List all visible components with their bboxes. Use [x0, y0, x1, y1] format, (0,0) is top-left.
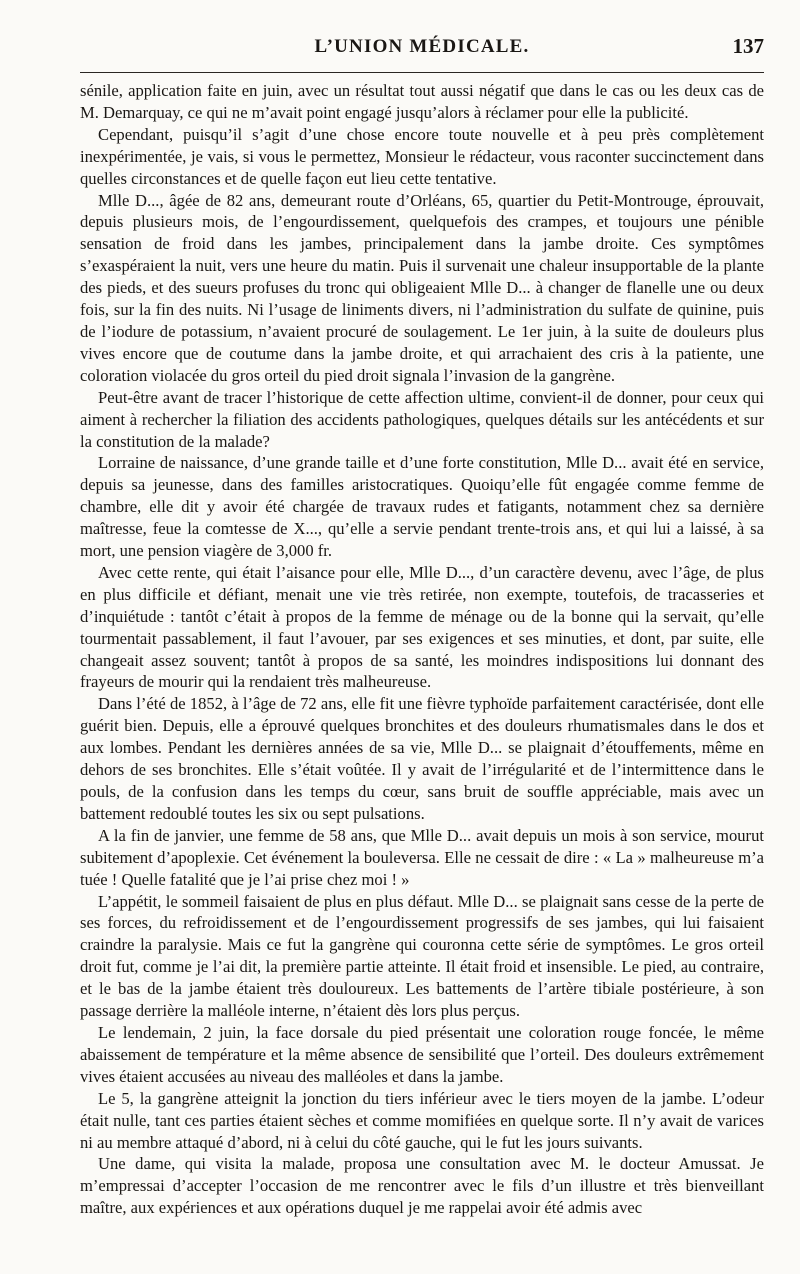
- paragraph: Mlle D..., âgée de 82 ans, demeurant route d’Orléans, 65, quartier du Petit-Montrouge, éprouvait, depuis plusieurs mois, de l’engourdissement, quelquefois des crampes, et toujours une pénible sensation de froid dans les jambes, principalement dans la jambe droite. Ces symptômes s’exaspéraient la nuit, vers une heure du matin. Puis il survenait une chaleur insupportable de la plante des pieds, et des sueurs profuses du tronc qui obligeaient Mlle D... à changer de flanelle une ou deux fois, sur la fin des nuits. Ni l’usage de liniments divers, ni l’administration du sulfate de quinine, puis de l’iodure de potassium, n’avaient procuré de soulagement. Le 1er juin, à la suite de douleurs plus vives encore que de coutume dans la jambe droite, et qui arrachaient des cris à la patiente, une coloration violacée du gros orteil du pied droit signala l’invasion de la gangrène.: [80, 190, 764, 385]
- paragraph: Dans l’été de 1852, à l’âge de 72 ans, elle fit une fièvre typhoïde parfaitement caractérisée, dont elle guérit bien. Depuis, elle a éprouvé quelques bronchites et des douleurs rhumatismales dans le dos et aux lombes. Pendant les dernières années de sa vie, Mlle D... se plaignait d’étouffements, même en dehors de ses bronchites. Elle s’était voûtée. Il y avait de l’irrégularité et de l’intermittence dans le pouls, de la confusion dans les temps du cœur, sans bruit de souffle appréciable, mais avec un battement redoublé toutes les six ou sept pulsations.: [80, 694, 764, 823]
- paragraph: Cependant, puisqu’il s’agit d’une chose encore toute nouvelle et à peu près complètement inexpérimentée, je vais, si vous le permettez, Monsieur le rédacteur, vous raconter succinctement dans quelles circonstances et de quelle façon eut lieu cette tentative.: [80, 124, 764, 188]
- paragraph: Le 5, la gangrène atteignit la jonction du tiers inférieur avec le tiers moyen de la jambe. L’odeur était nulle, tant ces parties étaient sèches et comme momifiées en quelque sorte. Il n’y avait de varices ni au membre attaqué d’abord, ni à celui du côté gauche, qui le fut les jours suivants.: [80, 1088, 764, 1152]
- header-rule: [80, 72, 764, 73]
- paragraph: Avec cette rente, qui était l’aisance pour elle, Mlle D..., d’un caractère devenu, avec l’âge, de plus en plus difficile et défiant, menait une vie très retirée, non exempte, toutefois, de tracasseries et d’inquiétude : tantôt c’était à propos de la femme de ménage ou de la bonne qui la servait, qu’elle tourmentait passablement, il faut l’avouer, par ses exigences et ses minuties, et dont, par suite, elle changeait assez souvent; tantôt à propos de sa santé, les moindres indispositions lui donnant des frayeurs de mourir qui la rendaient très malheureuse.: [80, 562, 764, 692]
- paragraph: Peut-être avant de tracer l’historique de cette affection ultime, convient-il de donner, pour ceux qui aiment à rechercher la filiation des accidents pathologiques, quelques détails sur les antécédents et sur la constitution de la malade?: [80, 387, 764, 451]
- paragraph: L’appétit, le sommeil faisaient de plus en plus défaut. Mlle D... se plaignait sans cesse de la perte de ses forces, du refroidissement et de l’engourdissement progressifs de ses jambes, qui lui faisaient craindre la paralysie. Mais ce fut la gangrène qui couronna cette série de symptômes. Le gros orteil droit fut, comme je l’ai dit, la première partie atteinte. Il était froid et insensible. Le pied, au contraire, et le bas de la jambe étaient très douloureux. Les battements de l’artère tibiale postérieure, à son passage derrière la malléole interne, n’étaient dès lors plus perçus.: [80, 891, 764, 1021]
- page-number: 137: [732, 34, 764, 58]
- running-title: L’UNION MÉDICALE.: [314, 36, 530, 57]
- article-body: [80, 80, 764, 1219]
- paragraph: Une dame, qui visita la malade, proposa une consultation avec M. le docteur Amussat. Je m’empressai d’accepter l’occasion de me rencontrer avec le fils d’un illustre et très bienveillant maître, aux expériences et aux opérations duquel je me rappelai avoir été admis avec: [80, 1154, 764, 1218]
- page-header: [80, 32, 764, 66]
- paragraph: sénile, application faite en juin, avec un résultat tout aussi négatif que dans le cas ou les deux cas de M. Demarquay, ce qui ne m’avait point engagé jusqu’alors à réclamer pour elle la publicité.: [80, 81, 764, 122]
- paragraph: Le lendemain, 2 juin, la face dorsale du pied présentait une coloration rouge foncée, le même abaissement de température et la même absence de sensibilité que l’orteil. Des douleurs extrêmement vives étaient accusées au niveau des malléoles et dans la jambe.: [80, 1022, 764, 1086]
- paragraph: Lorraine de naissance, d’une grande taille et d’une forte constitution, Mlle D... avait été en service, depuis sa jeunesse, dans des familles aristocratiques. Quoiqu’elle fût engagée comme femme de chambre, elle dit y avoir été chargée de travaux rudes et fatigants, notamment chez sa dernière maîtresse, feue la comtesse de X..., qu’elle a servie pendant trente-trois ans, et qui lui a laissé, à sa mort, une pension viagère de 3,000 fr.: [80, 453, 764, 561]
- paragraph: A la fin de janvier, une femme de 58 ans, que Mlle D... avait depuis un mois à son service, mourut subitement d’apoplexie. Cet événement la bouleversa. Elle ne cessait de dire : « La » malheureuse m’a tuée ! Quelle fatalité que je l’ai prise chez moi ! »: [80, 825, 764, 889]
